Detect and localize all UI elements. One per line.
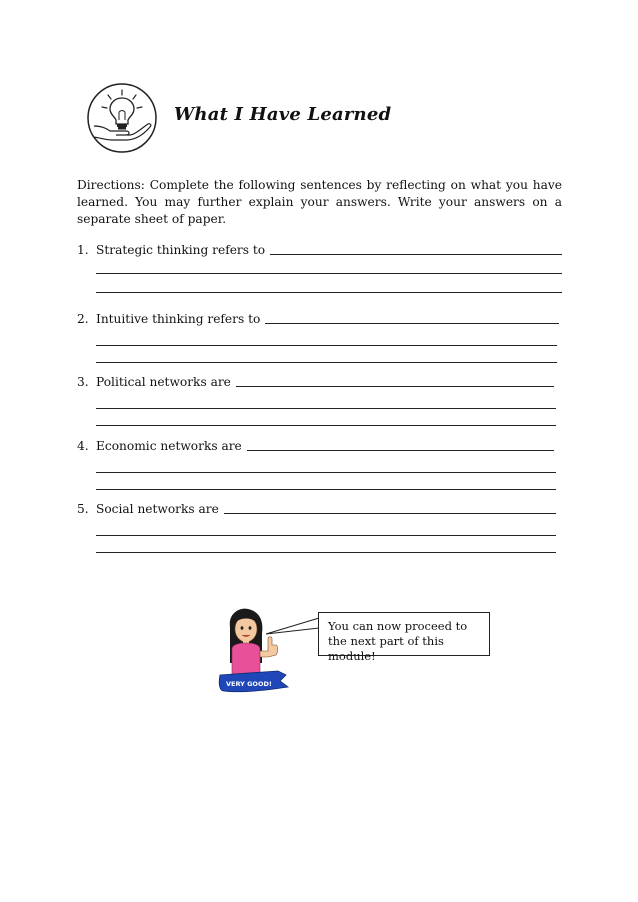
answer-blank [247, 449, 554, 451]
question-2 [77, 310, 562, 363]
answer-line [96, 361, 557, 363]
answer-line [96, 534, 556, 536]
question-number: 3. [77, 375, 89, 389]
answer-line [96, 291, 562, 293]
directions-text: Directions: Complete the following sentences by reflecting on what you have learned. You may further explain your answers. Write your answers on a separate sheet of paper. [77, 178, 562, 226]
question-prompt: Intuitive thinking refers to [96, 312, 261, 326]
question-3 [77, 373, 562, 426]
speech-text: You can now proceed to the next part of this module! [328, 619, 468, 663]
question-4 [77, 437, 562, 490]
answer-line [96, 272, 562, 274]
question-number: 2. [77, 312, 89, 326]
answer-line [96, 488, 556, 490]
question-prompt: Social networks are [96, 502, 219, 516]
answer-line [96, 551, 556, 553]
answer-line [96, 471, 556, 473]
question-prompt: Strategic thinking refers to [96, 243, 266, 257]
answer-line [96, 407, 556, 409]
speech-bubble [318, 612, 490, 663]
answer-blank [270, 253, 562, 255]
question-1 [77, 241, 562, 293]
lightbulb-in-hand-icon [86, 82, 158, 154]
answer-blank [224, 512, 556, 514]
question-number: 1. [77, 243, 89, 257]
answer-line [96, 344, 557, 346]
question-prompt: Economic networks are [96, 439, 242, 453]
question-number: 5. [77, 502, 89, 516]
badge-text: VERY GOOD! [226, 680, 272, 688]
page-title: What I Have Learned [174, 104, 392, 125]
question-5 [77, 500, 562, 553]
answer-blank [236, 385, 554, 387]
question-prompt: Political networks are [96, 375, 231, 389]
question-number: 4. [77, 439, 89, 453]
answer-line [96, 424, 556, 426]
answer-blank [265, 322, 559, 324]
speech-bubble-tail [262, 610, 322, 642]
